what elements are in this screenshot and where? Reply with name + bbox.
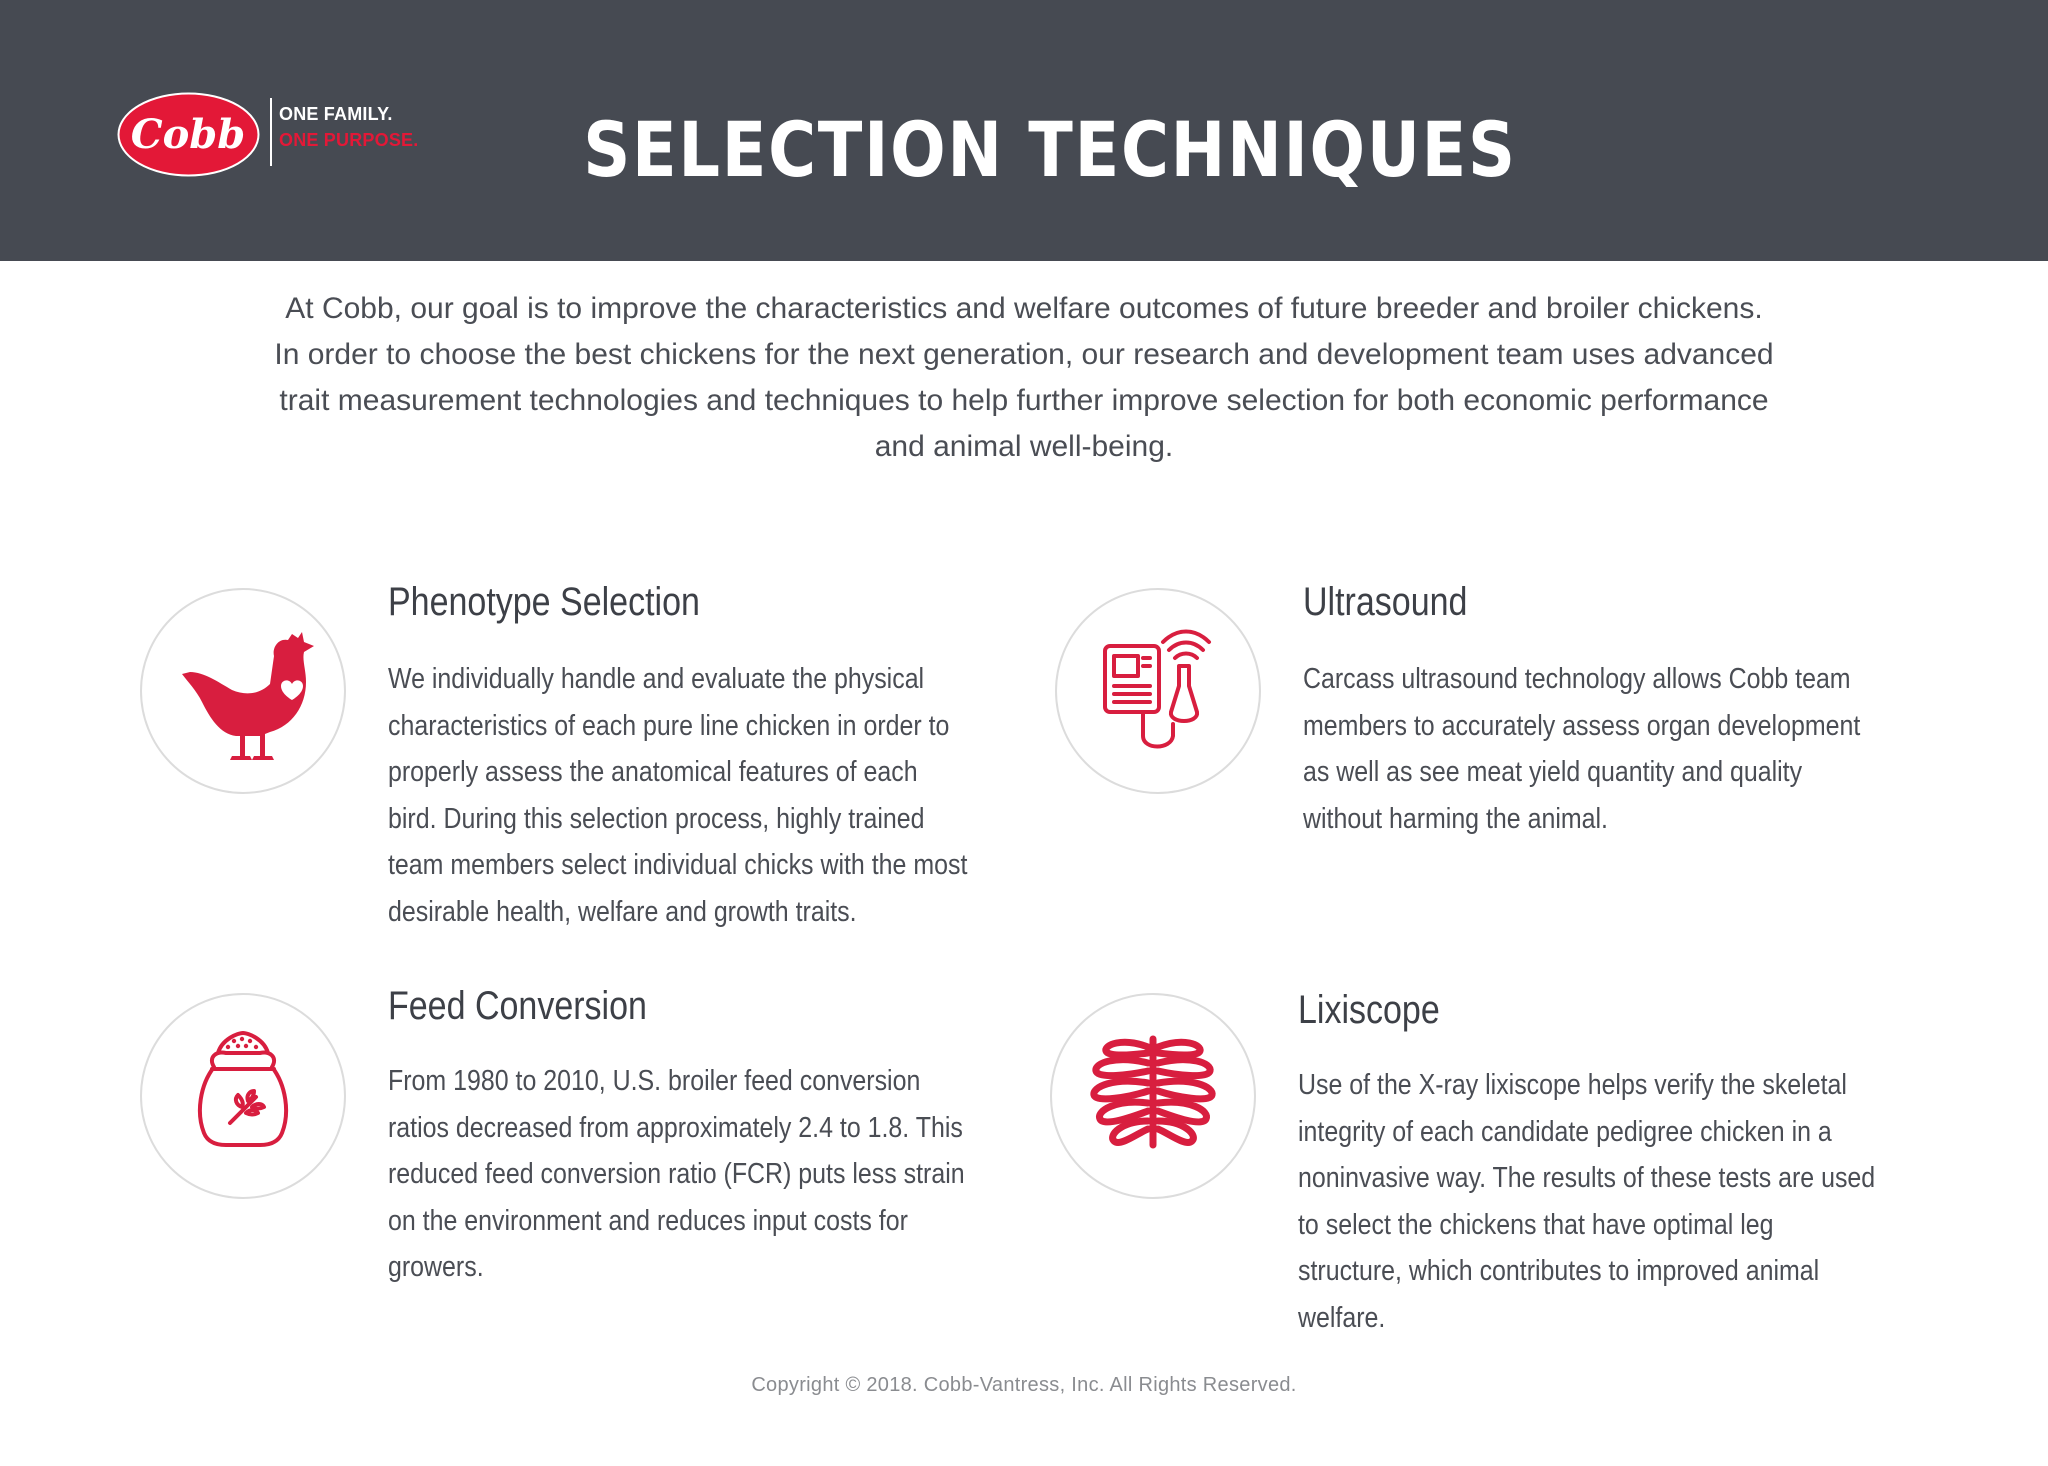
logo-tagline-one-family: ONE FAMILY. bbox=[279, 104, 393, 124]
page-title: SELECTION TECHNIQUES bbox=[583, 105, 1517, 194]
section-title-lixiscope: Lixiscope bbox=[1298, 988, 1440, 1032]
header-bar bbox=[0, 0, 2048, 261]
section-body-feed-conversion: From 1980 to 2010, U.S. broiler feed conversion ratios decreased from approximately 2.4 to 1.8. This reduced feed conversion ratio (FCR) puts less strain on the environment and reduces input costs for growers. bbox=[388, 1065, 965, 1283]
svg-text:Cobb: Cobb bbox=[130, 111, 246, 158]
logo-tagline-one-purpose: ONE PURPOSE. bbox=[279, 130, 419, 150]
section-title-phenotype: Phenotype Selection bbox=[388, 580, 700, 624]
section-title-feed-conversion: Feed Conversion bbox=[388, 984, 647, 1028]
chicken-heart-icon bbox=[140, 588, 346, 794]
section-body-ultrasound: Carcass ultrasound technology allows Cobb team members to accurately assess organ development as well as see meat yield quantity and quality without harming the animal. bbox=[1303, 663, 1861, 835]
section-title-ultrasound: Ultrasound bbox=[1303, 580, 1468, 624]
intro-paragraph: At Cobb, our goal is to improve the characteristics and welfare outcomes of future breeder and broiler chickens. In order to choose the best chickens for the next generation, our research and development team uses advanced trait measurement technologies and techniques to help further improve selection for both economic performance and animal well-being. bbox=[274, 292, 1774, 463]
ultrasound-device-icon bbox=[1055, 588, 1261, 794]
section-body-phenotype: We individually handle and evaluate the physical characteristics of each pure line chicken in order to properly assess the anatomical features of each bird. During this selection process, highly trained team members select individual chicks with the most desirable health, welfare and growth traits. bbox=[388, 663, 968, 928]
section-body-lixiscope: Use of the X-ray lixiscope helps verify the skeletal integrity of each candidate pedigree chicken in a noninvasive way. The results of these tests are used to select the chickens that have optimal leg structure, which contributes to improved animal welfare. bbox=[1298, 1069, 1876, 1334]
copyright-notice: Copyright © 2018. Cobb-Vantress, Inc. All Rights Reserved. bbox=[751, 1374, 1297, 1396]
feed-sack-icon bbox=[140, 993, 346, 1199]
ribcage-icon bbox=[1050, 993, 1256, 1199]
